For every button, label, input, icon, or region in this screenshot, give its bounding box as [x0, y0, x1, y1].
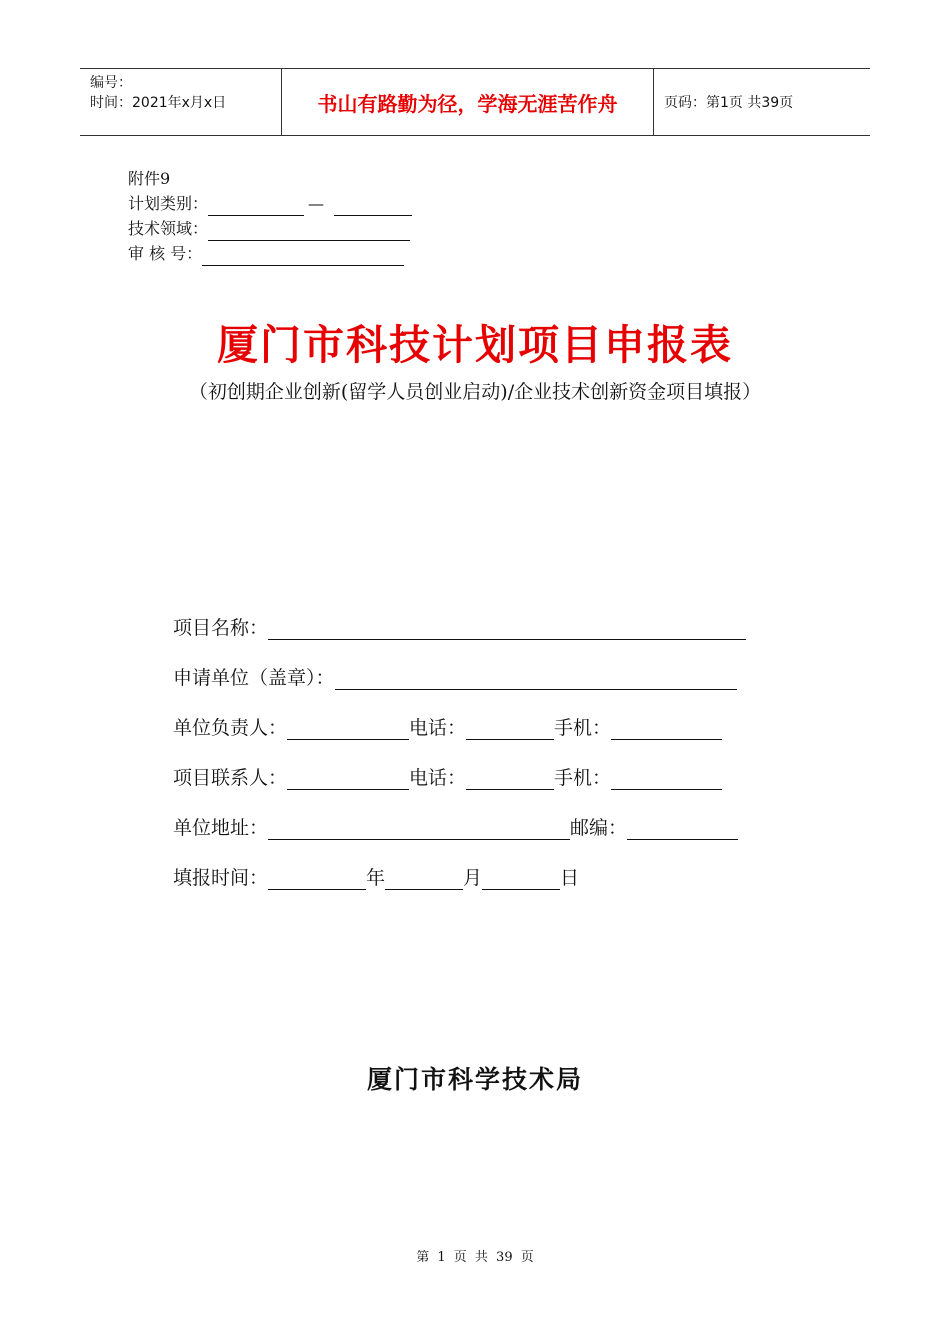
year-input[interactable] — [268, 865, 366, 890]
page-title: 厦门市科技计划项目申报表 — [217, 321, 733, 369]
unit-head-mobile-input[interactable] — [611, 715, 722, 740]
contact-label: 项目联系人： — [173, 767, 288, 789]
day-input[interactable] — [482, 865, 560, 890]
project-name-row — [173, 590, 746, 640]
month-label: 月 — [463, 867, 483, 889]
postcode-label: 邮编： — [570, 817, 628, 839]
address-label: 单位地址： — [173, 817, 269, 839]
attachment-label: 附件9 — [128, 169, 171, 188]
unit-head-row — [173, 690, 746, 740]
day-label: 日 — [560, 867, 580, 889]
agency-name: 厦门市科学技术局 — [366, 1065, 583, 1094]
unit-head-phone-label: 电话： — [409, 717, 467, 739]
plan-category-field-2[interactable] — [334, 197, 412, 216]
page-footer: 第 1 页 共 39 页 — [416, 1250, 534, 1265]
page-subtitle: （初创期企业创新(留学人员创业启动)/企业技术创新资金项目填报） — [188, 381, 762, 403]
tech-field-line — [128, 216, 412, 241]
applicant-row — [173, 640, 746, 690]
tech-field-label: 技术领域： — [128, 219, 209, 238]
applicant-input[interactable] — [335, 665, 737, 690]
tech-field-input[interactable] — [208, 222, 410, 241]
plan-category-line — [128, 191, 412, 216]
address-input[interactable] — [268, 815, 570, 840]
document-header — [80, 68, 870, 136]
contact-phone-label: 电话： — [409, 767, 467, 789]
project-name-label: 项目名称： — [173, 617, 269, 639]
applicant-label: 申请单位（盖章）： — [173, 667, 335, 689]
meta-block — [128, 166, 412, 266]
header-info-cell — [80, 69, 281, 135]
plan-category-field-1[interactable] — [208, 197, 304, 216]
contact-phone-input[interactable] — [466, 765, 554, 790]
date-label: 填报时间： — [173, 867, 269, 889]
contact-row — [173, 740, 746, 790]
postcode-input[interactable] — [627, 815, 738, 840]
contact-mobile-label: 手机： — [554, 767, 612, 789]
contact-input[interactable] — [287, 765, 409, 790]
project-name-input[interactable] — [268, 615, 746, 640]
review-no-label: 审 核 号： — [128, 244, 203, 263]
unit-head-mobile-label: 手机： — [554, 717, 612, 739]
year-label: 年 — [366, 867, 386, 889]
header-motto: 书山有路勤为径，学海无涯苦作舟 — [281, 69, 654, 135]
header-page-info: 页码：第1页 共39页 — [664, 95, 794, 111]
contact-mobile-input[interactable] — [611, 765, 722, 790]
attachment-line — [128, 166, 412, 191]
application-form — [173, 590, 746, 890]
review-no-input[interactable] — [202, 247, 404, 266]
month-input[interactable] — [385, 865, 463, 890]
review-no-line — [128, 241, 412, 266]
date-row — [173, 840, 746, 890]
plan-category-dash: — — [308, 194, 325, 213]
address-row — [173, 790, 746, 840]
number-label: 编号： — [90, 75, 132, 91]
unit-head-label: 单位负责人： — [173, 717, 288, 739]
time-label: 时间：2021年x月x日 — [90, 95, 227, 111]
unit-head-input[interactable] — [287, 715, 409, 740]
unit-head-phone-input[interactable] — [466, 715, 554, 740]
plan-category-label: 计划类别： — [128, 194, 209, 213]
